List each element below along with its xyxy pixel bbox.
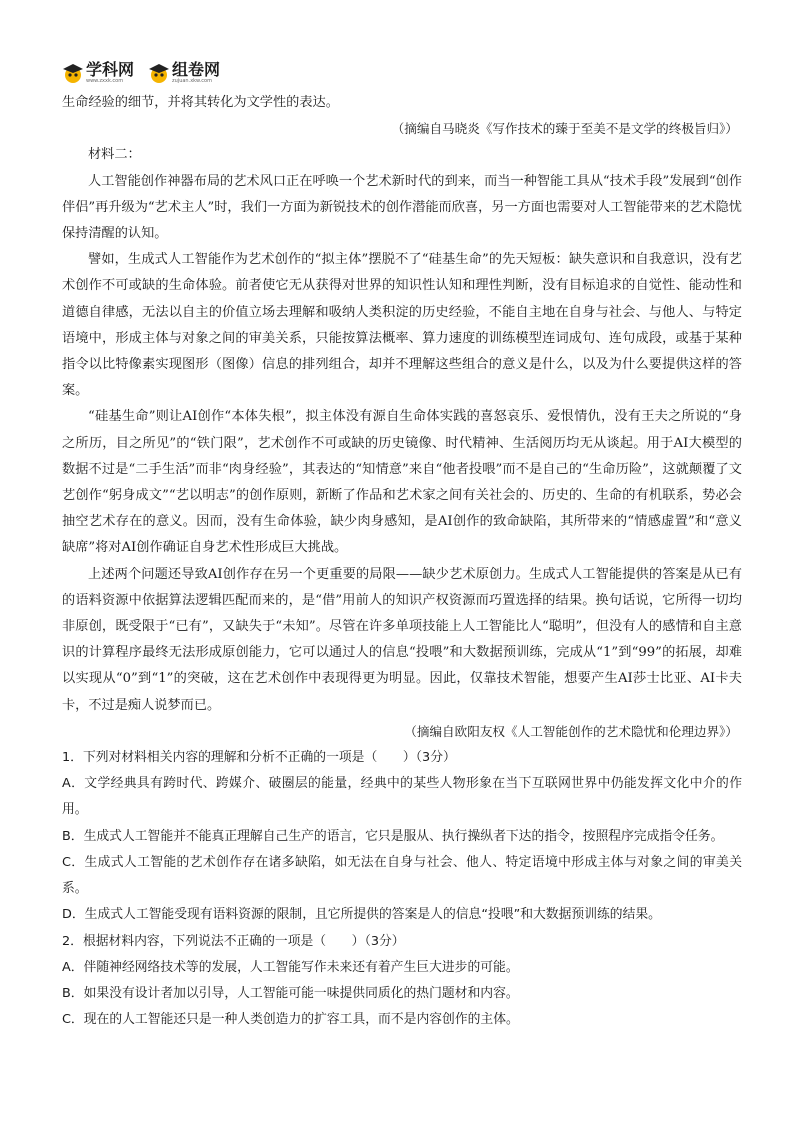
- graduation-cap-icon: [148, 62, 170, 84]
- question-1-option-b: B．生成式人工智能并不能真正理解自己生产的语言，它只是服从、执行操纵者下达的指令，按照程序完成指令任务。: [62, 828, 724, 844]
- zujuanwang-logo: [148, 62, 220, 84]
- document-body: [62, 90, 742, 1033]
- xuekewang-logo: [62, 62, 134, 84]
- paragraph-4: 上述两个问题还导致AI创作存在另一个更重要的局限——缺少艺术原创力。生成式人工智能提供的答案是从已有的语料资源中依据算法逻辑匹配而来的，是“借”用前人的知识产权资源而巧置选择的结果。换句话说，它所得一切均非原创，既受限于“已有”，又缺失于“未知”。尽管在许多单项技能上人工智能比人“聪明”，但没有人的感情和自主意识的计算程序最终无法形成原创能力，它可以通过人的信息“投喂”和大数据预训练，完成从“1”到“99”的拓展，却难以实现从“0”到“1”的突破，这在艺术创作中表现得更为明显。因此，仅靠技术智能，想要产生AI莎士比亚、AI卡夫卡，不过是痴人说梦而已。: [62, 566, 742, 713]
- source-citation-1: （摘编自马晓炎《写作技术的臻于至美不是文学的终极旨归》）: [391, 121, 738, 137]
- question-1-option-a: A．文学经典具有跨时代、跨媒介、破圈层的能量，经典中的某些人物形象在当下互联网世界中仍能发挥文化中介的作用。: [62, 776, 742, 818]
- logo2-url: zujuan.xkw.com: [172, 78, 212, 84]
- question-2-option-a: A．伴随神经网络技术等的发展，人工智能写作未来还有着产生巨大进步的可能。: [62, 959, 519, 975]
- logo1-text: 学科网: [86, 60, 135, 79]
- question-1-option-d: D．生成式人工智能受现有语料资源的限制，且它所提供的答案是人的信息“投喂”和大数据预训练的结果。: [62, 907, 661, 923]
- logo2-text: 组卷网: [172, 60, 221, 79]
- material-two-label: 材料二：: [88, 147, 141, 163]
- question-2-option-b: B．如果没有设计者加以引导，人工智能可能一味提供同质化的热门题材和内容。: [62, 985, 519, 1001]
- paragraph-1: 人工智能创作神器布局的艺术风口正在呼唤一个艺术新时代的到来，而当一种智能工具从“技术手段”发展到“创作伴侣”再升级为“艺术主人”时，我们一方面为新锐技术的创作潜能而欣喜，另一方面也需要对人工智能带来的艺术隐忧保持清醒的认知。: [62, 173, 742, 242]
- paragraph-2: 譬如，生成式人工智能作为艺术创作的“拟主体”摆脱不了“硅基生命”的先天短板：缺失意识和自我意识，没有艺术创作不可或缺的生命体验。前者使它无从获得对世界的知识性认知和理性判断，没有目标追求的自觉性、能动性和道德自律感，无法以自主的价值立场去理解和吸纳人类积淀的历史经验，不能自主地在自身与社会、与他人、与特定语境中，形成主体与对象之间的审美关系，只能按算法概率、算力速度的训练模型连词成句、连句成段，或基于某种指令以比特像素实现图形（图像）信息的排列组合，却并不理解这些组合的意义是什么，以及为什么要提供这样的答案。: [62, 252, 742, 399]
- source-citation-2: （摘编自欧阳友权《人工智能创作的艺术隐忧和伦理边界》）: [404, 723, 738, 739]
- question-2-option-c: C．现在的人工智能还只是一种人类创造力的扩容工具，而不是内容创作的主体。: [62, 1012, 519, 1028]
- header-logos: [62, 58, 220, 88]
- paragraph-3: “硅基生命”则让AI创作“本体失根”，拟主体没有源自生命体实践的喜怒哀乐、爱恨情仇，没有王夫之所说的“身之所历，目之所见”的“铁门限”，艺术创作不可或缺的历史镜像、时代精神、生活阅历均无从谈起。用于AI大模型的数据不过是“二手生活”而非“肉身经验”，其表达的“知情意”来自“他者投喂”而不是自己的“生命历险”，这就颠覆了文艺创作“躬身成文”“艺以明志”的创作原则，新断了作品和艺术家之间有关社会的、历史的、生命的有机联系，势必会抽空艺术存在的意义。因而，没有生命体验，缺少肉身感知，是AI创作的致命缺陷，其所带来的“情感虚置”和“意义缺席”将对AI创作确证自身艺术性形成巨大挑战。: [62, 409, 742, 556]
- logo1-url: www.zxxk.com: [86, 78, 124, 84]
- question-2-stem: 2．根据材料内容，下列说法不正确的一项是（ ）（3分）: [62, 933, 405, 949]
- paragraph-continuation: 生命经验的细节，并将其转化为文学性的表达。: [62, 95, 339, 110]
- question-1-stem: 1．下列对材料相关内容的理解和分析不正确的一项是（ ）（3分）: [62, 750, 456, 766]
- question-1-option-c: C．生成式人工智能的艺术创作存在诸多缺陷，如无法在自身与社会、他人、特定语境中形成主体与对象之间的审美关系。: [62, 854, 742, 897]
- graduation-cap-icon: [62, 62, 84, 84]
